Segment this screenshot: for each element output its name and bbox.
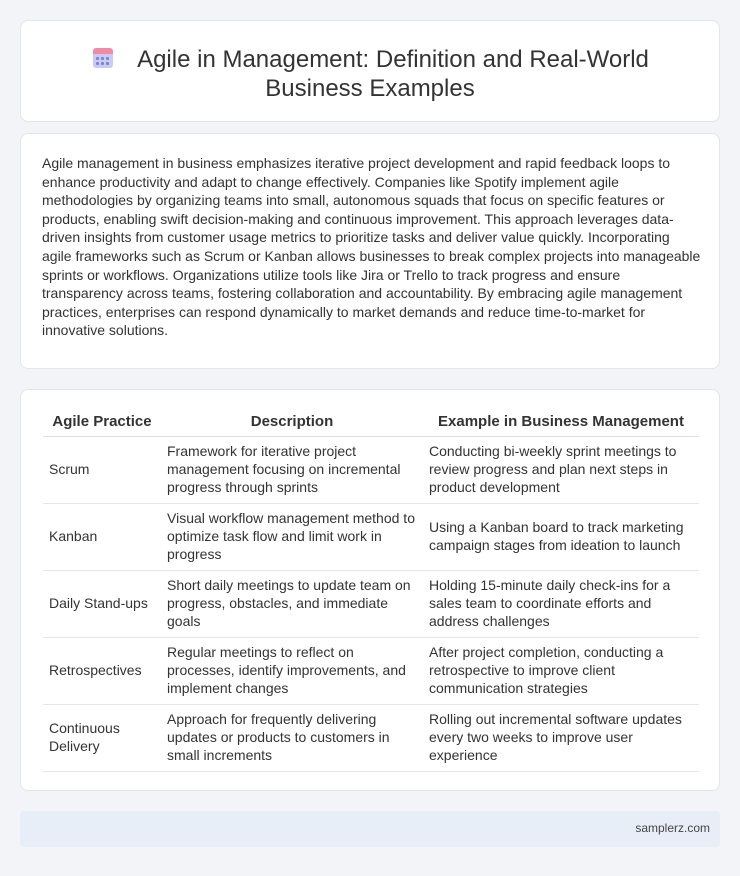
- practice-cell: Daily Stand-ups: [43, 570, 161, 637]
- title-line-2: Business Examples: [265, 75, 475, 102]
- table-row: [43, 704, 699, 771]
- practice-cell: Continuous Delivery: [43, 704, 161, 771]
- example-cell: After project completion, conducting a retrospective to improve client communication strategies: [423, 637, 699, 704]
- description-cell: Approach for frequently delivering updates or products to customers in small increments: [161, 704, 423, 771]
- description-cell: Visual workflow management method to optimize task flow and limit work in progress: [161, 503, 423, 570]
- table-card: [20, 389, 720, 791]
- footer-site-link[interactable]: samplerz.com: [635, 821, 710, 835]
- practice-cell: Scrum: [43, 436, 161, 503]
- practice-cell: Retrospectives: [43, 637, 161, 704]
- footer-bar: [20, 811, 720, 847]
- intro-card: [20, 133, 720, 369]
- example-cell: Conducting bi-weekly sprint meetings to review progress and plan next steps in product development: [423, 436, 699, 503]
- header-example: Example in Business Management: [423, 410, 699, 436]
- description-cell: Framework for iterative project management focusing on incremental progress through sprints: [161, 436, 423, 503]
- header-card: [20, 20, 720, 122]
- title-line-1: Agile in Management: Definition and Real-World: [137, 46, 649, 73]
- example-cell: Using a Kanban board to track marketing campaign stages from ideation to launch: [423, 503, 699, 570]
- calendar-icon: [91, 46, 115, 70]
- table-row: [43, 436, 699, 503]
- intro-paragraph: Agile management in business emphasizes iterative project development and rapid feedback loops to enhance productivity and adapt to change effectively. Companies like Spotify implement agile methodologies by organizing teams into small, autonomous squads that focus on specific features or products, enabling swift decision-making and continuous improvement. This approach leverages data-driven insights from customer usage metrics to prioritize tasks and deliver value quickly. Incorporating agile frameworks such as Scrum or Kanban allows businesses to break complex projects into manageable sprints or workflows. Organizations utilize tools like Jira or Trello to track progress and ensure transparency across teams, fostering collaboration and accountability. By embracing agile management practices, enterprises can respond dynamically to market demands and reduce time-to-market for innovative solutions.: [42, 155, 701, 339]
- table-row: [43, 503, 699, 570]
- practice-cell: Kanban: [43, 503, 161, 570]
- example-cell: Rolling out incremental software updates every two weeks to improve user experience: [423, 704, 699, 771]
- description-cell: Regular meetings to reflect on processes, identify improvements, and implement changes: [161, 637, 423, 704]
- table-row: [43, 570, 699, 637]
- page-title: [21, 45, 719, 103]
- header-description: Description: [161, 410, 423, 436]
- table-header-row: [43, 410, 699, 436]
- description-cell: Short daily meetings to update team on progress, obstacles, and immediate goals: [161, 570, 423, 637]
- agile-practices-table: [43, 410, 699, 772]
- table-row: [43, 637, 699, 704]
- header-agile-practice: Agile Practice: [43, 410, 161, 436]
- example-cell: Holding 15-minute daily check-ins for a sales team to coordinate efforts and address challenges: [423, 570, 699, 637]
